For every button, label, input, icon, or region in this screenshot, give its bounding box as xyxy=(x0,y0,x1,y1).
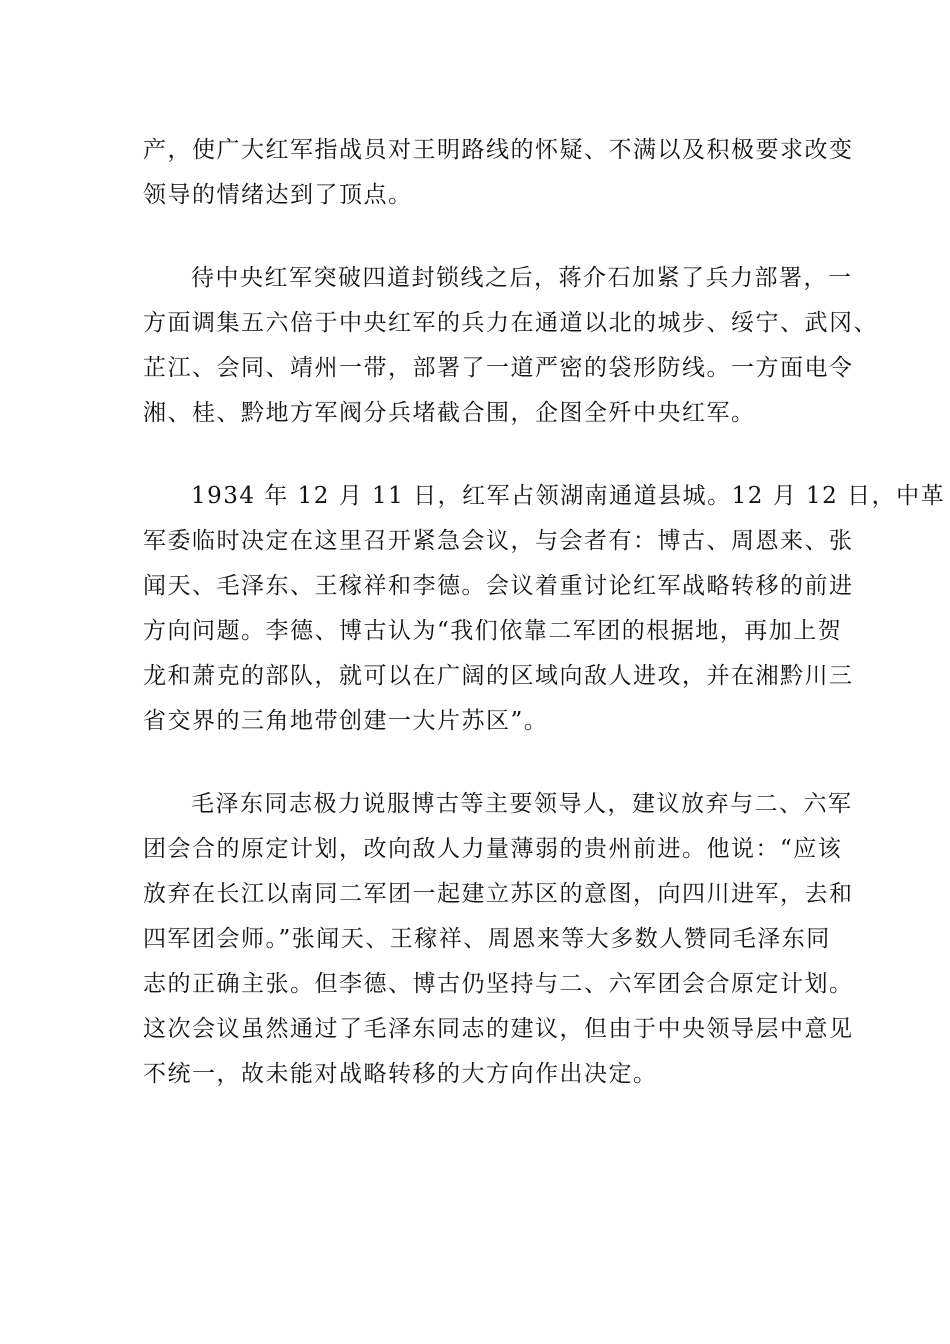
text-line: 放弃在长江以南同二军团一起建立苏区的意图，向四川进军，去和 xyxy=(143,881,854,907)
text-line: 毛泽东同志极力说服博古等主要领导人，建议放弃与二、六军 xyxy=(191,791,853,817)
paragraph-4 xyxy=(143,782,854,1097)
text-line: 志的正确主张。但李德、博古仍坚持与二、六军团会合原定计划。 xyxy=(143,971,854,997)
text-line: 待中央红军突破四道封锁线之后，蒋介石加紧了兵力部署，一 xyxy=(191,265,853,291)
paragraph-2 xyxy=(143,256,878,436)
text-line: 四军团会师。”张闻天、王稼祥、周恩来等大多数人赞同毛泽东同 xyxy=(143,926,831,952)
text-line: 1934 年 12 月 11 日，红军占领湖南通道县城。12 月 12 日，中革 xyxy=(191,483,946,509)
paragraph-1 xyxy=(143,128,854,218)
document-body xyxy=(143,128,946,1097)
text-line: 方面调集五六倍于中央红军的兵力在通道以北的城步、绥宁、武冈、 xyxy=(143,310,878,336)
text-line: 省交界的三角地带创建一大片苏区”。 xyxy=(143,708,549,734)
text-line: 芷江、会同、靖州一带，部署了一道严密的袋形防线。一方面电令 xyxy=(143,355,854,381)
text-line: 领导的情绪达到了顶点。 xyxy=(143,182,413,208)
text-line: 龙和萧克的部队，就可以在广阔的区域向敌人进攻，并在湘黔川三 xyxy=(143,663,854,689)
text-line: 军委临时决定在这里召开紧急会议，与会者有：博古、周恩来、张 xyxy=(143,528,854,554)
text-line: 闻天、毛泽东、王稼祥和李德。会议着重讨论红军战略转移的前进 xyxy=(143,573,854,599)
text-line: 团会合的原定计划，改向敌人力量薄弱的贵州前进。他说：“应该 xyxy=(143,836,843,862)
text-line: 湘、桂、黔地方军阀分兵堵截合围，企图全歼中央红军。 xyxy=(143,400,756,426)
text-line: 方向问题。李德、博古认为“我们依靠二军团的根据地，再加上贺 xyxy=(143,618,843,644)
text-line: 这次会议虽然通过了毛泽东同志的建议，但由于中央领导层中意见 xyxy=(143,1016,854,1042)
paragraph-3 xyxy=(143,474,946,744)
text-line: 不统一，故未能对战略转移的大方向作出决定。 xyxy=(143,1061,658,1087)
text-line: 产，使广大红军指战员对王明路线的怀疑、不满以及积极要求改变 xyxy=(143,137,854,163)
